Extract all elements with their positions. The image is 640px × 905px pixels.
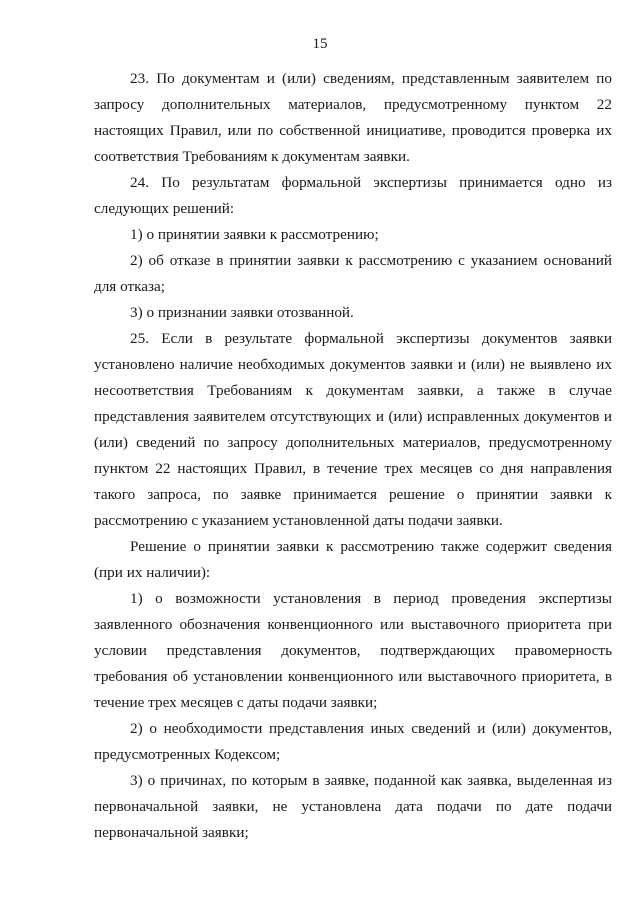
list-item-priority: 1) о возможности установления в период проведения экспертизы заявленного обозначения конвенционного или выставочного приоритета при условии представления документов, подтверждающих правомерность требования об установлении конвенционного или выставочного приоритета, в течение трех месяцев с даты подачи заявки; bbox=[94, 590, 612, 711]
list-item-3: 3) о признании заявки отозванной. bbox=[130, 304, 354, 321]
page-number: 15 bbox=[312, 36, 328, 52]
paragraph-25: 25. Если в результате формальной экспертизы документов заявки установлено наличие необходимых документов заявки и (или) не выявлено их несоответствия Требованиям к документам заявки, а также в случае представления заявителем отсутствующих и (или) исправленных документов и (или) сведений по запросу дополнительных материалов, предусмотренному пунктом 22 настоящих Правил, в течение трех месяцев со дня направления такого запроса, по заявке принимается решение о принятии заявки к рассмотрению с указанием установленной даты подачи заявки. bbox=[94, 330, 612, 529]
document-body bbox=[94, 66, 612, 846]
list-item-other-documents: 2) о необходимости представления иных сведений и (или) документов, предусмотренных Кодексом; bbox=[94, 720, 612, 763]
paragraph-23: 23. По документам и (или) сведениям, представленным заявителем по запросу дополнительных материалов, предусмотренному пунктом 22 настоящих Правил, или по собственной инициативе, проводится проверка их соответствия Требованиям к документам заявки. bbox=[94, 70, 612, 165]
list-item-2: 2) об отказе в принятии заявки к рассмотрению с указанием оснований для отказа; bbox=[94, 252, 612, 295]
list-item-1: 1) о принятии заявки к рассмотрению; bbox=[130, 226, 379, 243]
paragraph-24: 24. По результатам формальной экспертизы принимается одно из следующих решений: bbox=[94, 174, 612, 217]
list-item-reasons: 3) о причинах, по которым в заявке, поданной как заявка, выделенная из первоначальной заявки, не установлена дата подачи по дате подачи первоначальной заявки; bbox=[94, 772, 612, 841]
paragraph-decision-details: Решение о принятии заявки к рассмотрению также содержит сведения (при их наличии): bbox=[94, 538, 612, 581]
